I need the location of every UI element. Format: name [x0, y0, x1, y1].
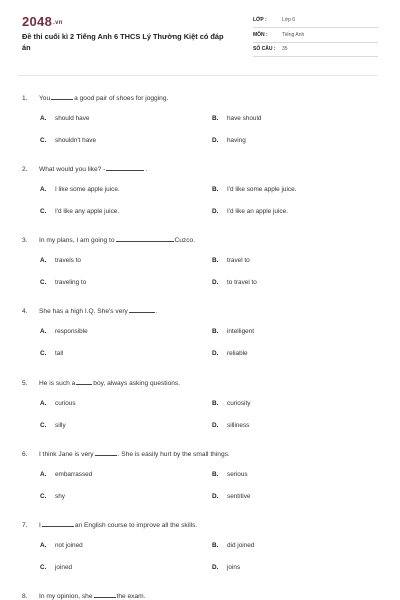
site-logo[interactable]: [22, 14, 63, 29]
option-letter: A.: [40, 328, 47, 335]
question-number: 6.: [22, 451, 28, 458]
question-text: [22, 520, 197, 529]
option-letter: C.: [40, 493, 47, 500]
option-letter: A.: [40, 257, 47, 264]
answer-blank: [51, 93, 73, 100]
option-letter: D.: [212, 564, 219, 571]
answer-option[interactable]: [212, 350, 248, 357]
question-stem: In my opinion, she: [39, 593, 93, 600]
answer-option[interactable]: [212, 328, 254, 335]
question-stem: What would you like? -: [39, 166, 106, 173]
answer-option[interactable]: [40, 208, 119, 215]
question-number: 5.: [22, 380, 28, 387]
answer-option[interactable]: [212, 471, 248, 478]
meta-label: SỐ CÂU :: [253, 46, 276, 52]
option-text: tall: [55, 350, 64, 357]
answer-option[interactable]: [40, 422, 66, 429]
answer-blank: [116, 235, 174, 242]
option-letter: A.: [40, 115, 47, 122]
question-number: 8.: [22, 593, 28, 600]
meta-row-subject: [253, 29, 378, 43]
question-stem: In my plans, I am going to: [39, 237, 115, 244]
answer-option[interactable]: [40, 471, 92, 478]
answer-option[interactable]: [40, 279, 86, 286]
option-text: have should: [227, 115, 262, 122]
option-letter: C.: [40, 208, 47, 215]
option-text: shy: [55, 493, 65, 500]
option-letter: B.: [212, 400, 219, 407]
question-text: [22, 235, 195, 244]
page-title: Đề thi cuối kì 2 Tiếng Anh 6 THCS Lý Thường Kiệt có đáp án: [22, 32, 224, 52]
option-text: silliness: [227, 422, 250, 429]
answer-option[interactable]: [212, 208, 288, 215]
option-text: sentitive: [227, 493, 251, 500]
answer-option[interactable]: [40, 350, 63, 357]
meta-value: 35: [282, 46, 288, 52]
question-text: [22, 306, 158, 315]
answer-option[interactable]: [212, 493, 250, 500]
header-divider: [18, 75, 378, 76]
option-letter: D.: [212, 137, 219, 144]
meta-label: LỚP :: [253, 17, 267, 23]
answer-blank: [95, 449, 117, 456]
question-text: [22, 378, 180, 387]
answer-option[interactable]: [212, 564, 240, 571]
question-text: [22, 449, 230, 458]
option-text: joined: [55, 564, 73, 571]
question-stem-end: boy, always asking questions.: [93, 380, 181, 387]
answer-option[interactable]: [212, 279, 257, 286]
question-number: 4.: [22, 308, 28, 315]
option-letter: D.: [212, 208, 219, 215]
question-stem-end: .: [145, 166, 148, 173]
option-text: intelligent: [227, 328, 255, 335]
question-stem-end: .: [155, 308, 158, 315]
option-letter: B.: [212, 257, 219, 264]
option-text: responsible: [55, 328, 88, 335]
question-stem: She has a high I.Q. She's very: [39, 308, 128, 315]
question-stem-end: the exam.: [116, 593, 146, 600]
option-text: silly: [55, 422, 66, 429]
answer-option[interactable]: [40, 493, 65, 500]
option-letter: D.: [212, 350, 219, 357]
question-stem-end: Cuzco.: [174, 237, 196, 244]
answer-option[interactable]: [212, 257, 250, 264]
option-letter: C.: [40, 564, 47, 571]
answer-option[interactable]: [212, 115, 261, 122]
question-stem: I think Jane is very: [39, 451, 94, 458]
answer-option[interactable]: [40, 257, 81, 264]
question-number: 3.: [22, 237, 28, 244]
answer-option[interactable]: [212, 542, 254, 549]
answer-option[interactable]: [212, 186, 296, 193]
meta-row-grade: [253, 14, 378, 28]
question-stem: I: [39, 522, 41, 529]
meta-row-count: [253, 43, 378, 57]
option-text: I'd like an apple juice.: [227, 208, 288, 215]
option-text: to travel to: [227, 279, 257, 286]
option-letter: C.: [40, 279, 47, 286]
meta-value: Tiếng Anh: [282, 32, 305, 38]
option-text: having: [227, 137, 246, 144]
option-letter: A.: [40, 471, 47, 478]
question-number: 1.: [22, 95, 28, 102]
question-stem-end: . She is easily hurt by the small things.: [117, 451, 230, 458]
option-text: traveling to: [55, 279, 87, 286]
option-text: travel to: [227, 257, 250, 264]
option-letter: A.: [40, 542, 47, 549]
meta-label: MÔN :: [253, 32, 268, 38]
option-letter: B.: [212, 115, 219, 122]
option-letter: C.: [40, 350, 47, 357]
answer-option[interactable]: [40, 542, 83, 549]
option-letter: B.: [212, 186, 219, 193]
question-stem: You: [39, 95, 51, 102]
question-number: 2.: [22, 166, 28, 173]
option-text: did joined: [227, 542, 255, 549]
answer-blank: [76, 378, 92, 385]
answer-blank: [106, 164, 144, 171]
option-text: travels to: [55, 257, 81, 264]
option-letter: B.: [212, 542, 219, 549]
answer-option[interactable]: [40, 328, 88, 335]
option-letter: B.: [212, 471, 219, 478]
option-text: I'd like any apple juice.: [55, 208, 120, 215]
answer-option[interactable]: [40, 400, 76, 407]
answer-option[interactable]: [212, 422, 249, 429]
option-letter: A.: [40, 186, 47, 193]
answer-option[interactable]: [40, 564, 72, 571]
option-text: curiosity: [227, 400, 251, 407]
answer-blank: [129, 306, 155, 313]
question-text: [22, 591, 145, 600]
answer-option[interactable]: [40, 186, 120, 193]
option-letter: C.: [40, 422, 47, 429]
option-text: not joined: [55, 542, 83, 549]
option-text: serious: [227, 471, 248, 478]
option-text: joins: [227, 564, 241, 571]
option-letter: D.: [212, 279, 219, 286]
option-letter: B.: [212, 328, 219, 335]
question-text: [22, 93, 168, 102]
question-stem-end: a good pair of shoes for jogging.: [74, 95, 169, 102]
logo-tld: .vn: [53, 19, 63, 26]
answer-option[interactable]: [212, 137, 246, 144]
option-text: reliable: [227, 350, 248, 357]
question-stem-end: an English course to improve all the skills.: [74, 522, 198, 529]
answer-blank: [42, 520, 74, 527]
option-text: embarrassed: [55, 471, 93, 478]
option-letter: C.: [40, 137, 47, 144]
answer-option[interactable]: [40, 115, 89, 122]
option-text: I'd like some apple juice.: [227, 186, 297, 193]
logo-text: 2048: [22, 14, 53, 29]
answer-option[interactable]: [212, 400, 250, 407]
document-header: [0, 0, 400, 80]
question-stem: He is such a: [39, 380, 76, 387]
option-letter: D.: [212, 493, 219, 500]
option-text: I like some apple juice.: [55, 186, 120, 193]
option-letter: D.: [212, 422, 219, 429]
question-text: [22, 164, 147, 173]
option-text: shouldn't have: [55, 137, 97, 144]
meta-value: Lớp 6: [282, 17, 296, 23]
answer-blank: [94, 591, 116, 598]
option-text: curious: [55, 400, 76, 407]
answer-option[interactable]: [40, 137, 96, 144]
question-number: 7.: [22, 522, 28, 529]
option-letter: A.: [40, 400, 47, 407]
option-text: should have: [55, 115, 90, 122]
